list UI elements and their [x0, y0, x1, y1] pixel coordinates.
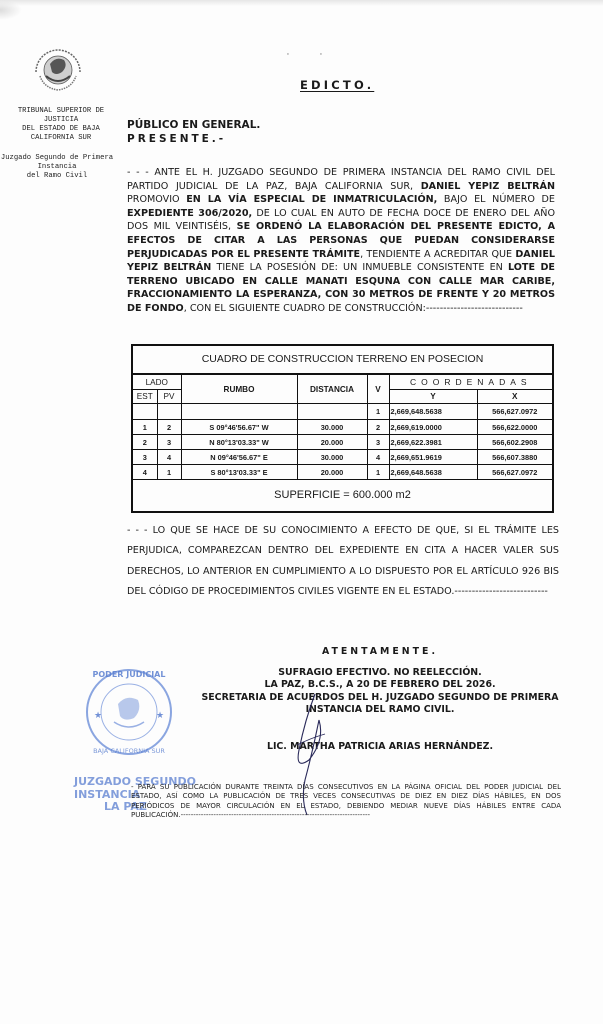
- scan-edge-shadow: [0, 0, 603, 6]
- salutation: PÚBLICO EN GENERAL. PRESENTE.-: [127, 119, 261, 145]
- table-row: 3 4 N 09°46'56.67" E 30.000 4 2,669,651.9619 566,607.3880: [133, 450, 552, 465]
- table-row: 1 2 S 09°46'56.67" W 30.000 2 2,669,619.0000 566,622.0000: [133, 420, 552, 435]
- closing-motto: SUFRAGIO EFECTIVO. NO REELECCIÓN.: [278, 666, 482, 678]
- table-row: 1 2,669,648.5638 566,627.0972: [133, 404, 552, 420]
- scan-corner-shadow: [0, 0, 22, 20]
- closing-block: ATENTAMENTE. SUFRAGIO EFECTIVO. NO REELECCIÓN. LA PAZ, B.C.S., A 20 DE FEBRERO DEL 2026. SECRETARIA DE ACUERDOS DEL H. JUZGADO SEGUNDO DE PRIMERA INSTANCIA DEL RAMO CIVIL. LIC. MARTHA PATRICIA ARIAS HERNÁNDEZ.: [180, 646, 580, 754]
- header-coordenadas: COORDENADAS: [389, 375, 552, 390]
- signer-name: LIC. MARTHA PATRICIA ARIAS HERNÁNDEZ.: [266, 740, 494, 752]
- closing-place-date: LA PAZ, B.C.S., A 20 DE FEBRERO DEL 2026.: [264, 679, 496, 691]
- header-rumbo: RUMBO: [181, 375, 297, 404]
- superficie-row: [133, 480, 552, 511]
- header-pv: PV: [157, 390, 181, 404]
- header-est: EST: [133, 390, 157, 404]
- paragraph-notice: - - - LO QUE SE HACE DE SU CONOCIMIENTO A EFECTO DE QUE, SI EL TRÁMITE LES PERJUDICA, COMPAREZCAN DENTRO DEL EXPEDIENTE EN CITA A HACER VALER SUS DERECHOS, LO ANTERIOR EN CUMPLIMIENTO A LO DISPUESTO POR EL ARTÍCULO 926 BIS DEL CÓDIGO DE PROCEDIMIENTOS CIVILES VIGENTE EN EL ESTADO.---------------------------: [127, 525, 559, 598]
- scan-speck: ': [287, 52, 289, 60]
- institution-header: [0, 107, 122, 181]
- svg-text:PODER JUDICIAL: PODER JUDICIAL: [92, 670, 166, 679]
- closing-office: SECRETARIA DE ACUERDOS DEL H. JUZGADO SEGUNDO DE PRIMERA: [201, 691, 559, 703]
- header-distancia: DISTANCIA: [297, 375, 367, 404]
- mexican-coat-of-arms-icon: [26, 42, 90, 94]
- scan-speck: ': [320, 52, 322, 60]
- svg-text:★: ★: [156, 711, 165, 721]
- publication-footnote: - PARA SU PUBLICACIÓN DURANTE TREINTA DÍAS CONSECUTIVOS EN LA PÁGINA OFICIAL DEL PODER JUDICIAL DEL ESTADO, ASÍ COMO LA PUBLICACIÓN DE TRES VECES CONSECUTIVAS DE DIEZ EN DIEZ DÍAS HÁBILES, EN DOS PERIÓDICOS DE MAYOR CIRCULACIÓN EN EL ESTADO, DEBIENDO MEDIAR NUEVE DÍAS HÁBILES ENTRE CADA PUBLICACIÓN.---------------------------------------------------------------------------: [131, 783, 561, 820]
- document-title: EDICTO.: [300, 78, 375, 92]
- superficie-total: SUPERFICIE = 600.000 m2: [133, 480, 552, 511]
- court-name: Juzgado Segundo de Primera Instancia del Ramo Civil: [0, 154, 114, 180]
- svg-text:★: ★: [94, 711, 103, 721]
- header-v: V: [367, 375, 389, 404]
- court-stamp: JUZGADO SEGUNDO INSTANCIA LA PAZ: [74, 775, 196, 813]
- table-title: CUADRO DE CONSTRUCCION TERRENO EN POSECION: [133, 346, 552, 374]
- svg-text:BAJA CALIFORNIA SUR: BAJA CALIFORNIA SUR: [93, 747, 165, 755]
- table-row: 2 3 N 80°13'03.33" W 20.000 3 2,669,622.3981 566,602.2908: [133, 435, 552, 450]
- header-x: X: [477, 390, 552, 404]
- tribunal-name: TRIBUNAL SUPERIOR DE JUSTICIA DEL ESTADO DE BAJA CALIFORNIA SUR: [17, 107, 105, 142]
- construction-grid: [133, 374, 552, 510]
- closing-atentamente: ATENTAMENTE.: [321, 646, 439, 657]
- header-lado: LADO: [133, 375, 181, 390]
- paragraph-intro: - - - ANTE EL H. JUZGADO SEGUNDO DE PRIMERA INSTANCIA DEL RAMO CIVIL DEL PARTIDO JUDICIAL DE LA PAZ, BAJA CALIFORNIA SUR, DANIEL YEPIZ BELTRÁN PROMOVIO EN LA VÍA ESPECIAL DE INMATRICULACIÓN, BAJO EL NÚMERO DE EXPEDIENTE 306/2020, DE LO CUAL EN AUTO DE FECHA DOCE DE ENERO DEL AÑO DOS MIL VEINTISÉIS, SE ORDENÓ LA ELABORACIÓN DEL PRESENTE EDICTO, A EFECTOS DE CITAR A LAS PERSONAS QUE PUEDAN CONSIDERARSE PERJUDICADAS POR EL PRESENTE TRÁMITE, TENDIENTE A ACREDITAR QUE DANIEL YEPIZ BELTRÁN TIENE LA POSESIÓN DE: UN INMUEBLE CONSISTENTE EN LOTE DE TERRENO UBICADO EN CALLE MANATI ESQUNA CON CALLE MAR CARIBE, FRACCIONAMIENTO LA ESPERANZA, CON 30 METROS DE FRENTE Y 20 METROS DE FONDO, CON EL SIGUIENTE CUADRO DE CONSTRUCCIÓN:----------------------------: [127, 167, 556, 314]
- header-y: Y: [389, 390, 477, 404]
- court-seal-icon: [84, 660, 174, 770]
- construction-table: [131, 344, 554, 513]
- table-row: 4 1 S 80°13'03.33" E 20.000 1 2,669,648.5638 566,627.0972: [133, 465, 552, 480]
